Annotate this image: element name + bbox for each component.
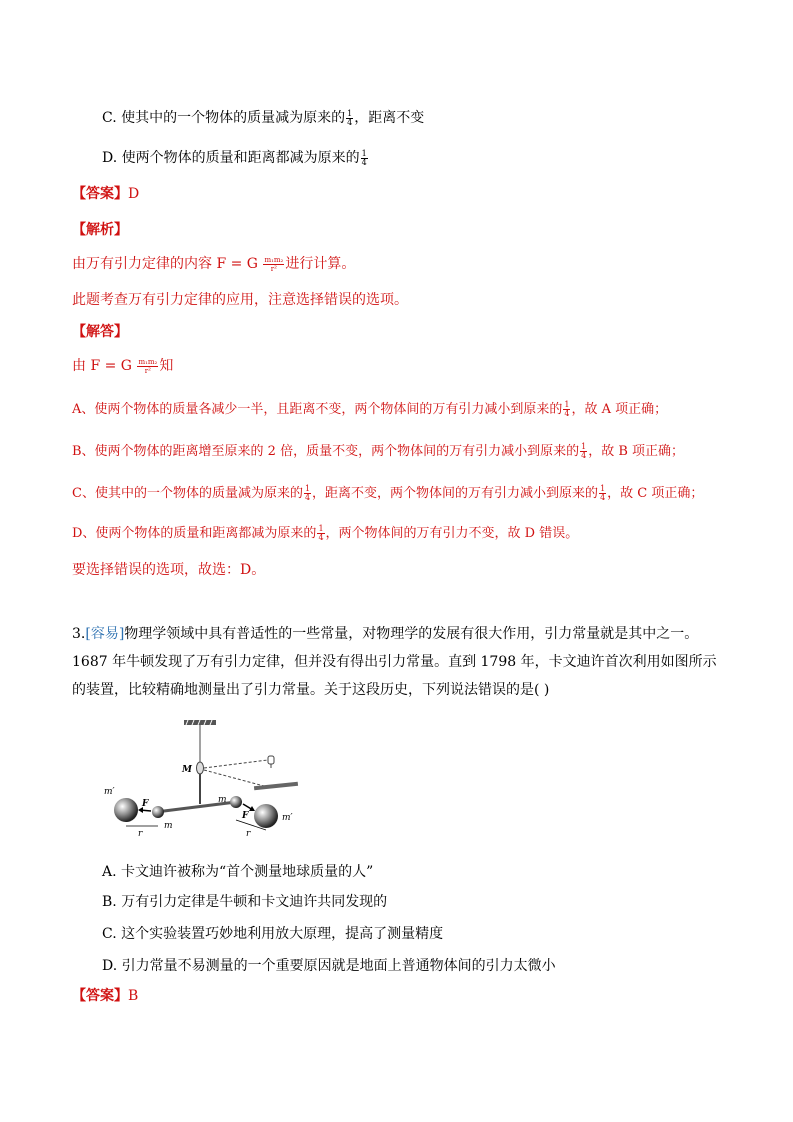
- label-r-right: r: [246, 829, 251, 839]
- q3-option-a: A. 卡文迪许被称为“首个测量地球质量的人”: [102, 864, 374, 880]
- light-source: [268, 756, 274, 764]
- answer-value: B: [128, 988, 139, 1004]
- small-mass-right: [230, 796, 242, 808]
- label-m-prime-right: m′: [282, 813, 293, 823]
- solution-item-c: C、使其中的一个物体的质量减为原来的 $\frac{1}{4}$ ，距离不变，两个物体间的万有引力减小到原来的 $\frac{1}{4}$ ，故 C 项正确；: [72, 484, 704, 502]
- label-m-right: m: [218, 795, 227, 805]
- fraction: $\frac{1}{4}$: [361, 148, 367, 167]
- answer-line: [72, 184, 139, 204]
- solution-item-d: D、使两个物体的质量和距离都减为原来的 $\frac{1}{4}$ ，两个物体间的万有引力不变，故 D 错误。: [72, 524, 579, 542]
- light-beam: [204, 760, 268, 768]
- answer-value: D: [128, 186, 140, 202]
- label-m-prime-left: m′: [104, 787, 115, 797]
- answer-line-q3: [72, 986, 138, 1006]
- question-number: 3.: [72, 626, 86, 642]
- label-m-left: m: [164, 821, 173, 831]
- q3-option-b: B. 万有引力定律是牛顿和卡文迪许共同发现的: [102, 894, 388, 910]
- option-c-tail: ，距离不变: [354, 110, 425, 126]
- mirror: [197, 762, 204, 774]
- difficulty-tag: [容易]: [85, 626, 125, 642]
- answer-label: 【答案】: [72, 988, 128, 1004]
- option-c-text: C. 使其中的一个物体的质量减为原来的: [102, 110, 346, 126]
- q3-option-d: D. 引力常量不易测量的一个重要原因就是地面上普通物体间的引力太微小: [102, 958, 556, 974]
- solution-conclusion: 要选择错误的选项，故选：D。: [72, 562, 266, 578]
- scale: [254, 782, 298, 791]
- solution-line-1: 由 F = G $\frac{\text{m₁m₂}}{\text{r²}}$ 知: [72, 357, 174, 375]
- q3-option-c: C. 这个实验装置巧妙地利用放大原理，提高了测量精度: [102, 926, 444, 942]
- question-3: [72, 620, 722, 704]
- large-mass-left: [114, 798, 138, 822]
- question-text: 物理学领域中具有普适性的一些常量，对物理学的发展有很大作用，引力常量就是其中之一。1687 年牛顿发现了万有引力定律，但并没有得出引力常量。直到 1798 年，卡文迪许首次利用如图所示的装置，比较精确地测量出了引力常量。关于这段历史，下列说法错误的是( ): [72, 626, 717, 698]
- label-r-left: r: [138, 829, 143, 839]
- formula-fraction: $\frac{\text{m₁m₂}}{\text{r²}}$: [138, 357, 158, 375]
- reflected-beam: [204, 770, 264, 786]
- label-F-left: F: [142, 799, 149, 809]
- large-mass-right: [254, 804, 278, 828]
- cavendish-apparatus-figure: [104, 716, 314, 846]
- analysis-line-2: 此题考查万有引力定律的应用，注意选择错误的选项。: [72, 292, 408, 308]
- label-F-right: F: [242, 811, 249, 821]
- answer-label: 【答案】: [72, 186, 128, 202]
- analysis-line-1: 由万有引力定律的内容 F = G $\frac{\text{m₁m₂}}{\text{r²}}$ 进行计算。: [72, 255, 356, 273]
- solution-item-b: B、使两个物体的距离增至原来的 2 倍，质量不变，两个物体间的万有引力减小到原来的 $\frac{1}{4}$ ，故 B 项正确；: [72, 442, 685, 460]
- analysis-label: 【解析】: [72, 222, 128, 238]
- small-mass-left: [152, 806, 164, 818]
- fraction: $\frac{1}{4}$: [347, 108, 353, 127]
- solution-item-a: A、使两个物体的质量各减少一半，且距离不变，两个物体间的万有引力减小到原来的 $\frac{1}{4}$ ，故 A 项正确；: [72, 400, 668, 418]
- option-d: [102, 148, 369, 168]
- formula-fraction: $\frac{\text{m₁m₂}}{\text{r²}}$: [264, 255, 284, 273]
- option-c: [102, 108, 424, 128]
- option-d-text: D. 使两个物体的质量和距离都减为原来的: [102, 150, 360, 166]
- label-M: M: [182, 765, 192, 775]
- solution-label: 【解答】: [72, 324, 128, 340]
